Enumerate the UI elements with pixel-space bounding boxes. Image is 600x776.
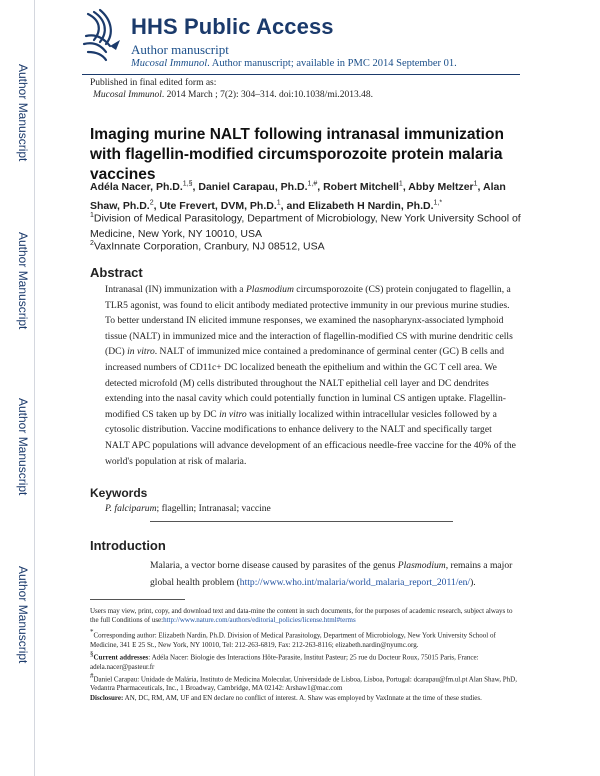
footnotes bbox=[90, 607, 520, 703]
license-link[interactable]: http://www.nature.com/authors/editorial_policies/license.html#terms bbox=[163, 616, 356, 625]
carapau-address-note: #Daniel Carapau: Unidade de Malária, Instituto de Medicina Molecular, Universidade de Lisboa, Lisboa, Portugal: dcarapau@fm.ul.pt Alan Shaw, PhD, Vedantra Pharmaceuticals, Inc., 1 Broadway, Cambridge, MA 02142: Arshaw1@mac.com bbox=[90, 671, 517, 693]
abstract-text: Intranasal (IN) immunization with a Plasmodium circumsporozoite (CS) protein conjugated to flagellin, a TLR5 agonist, was found to elicit antibody mediated protective immunity in our previous murine studies. To better understand IN elicited immune responses, we examined the nasopharynx-associated lymphoid tissue (NALT) in immunized mice and the interaction of flagellin-modified CS with murine dendritic cells (DC) in vitro. NALT of immunized mice contained a predominance of germinal center (GC) B cells and increased numbers of CD11c+ DC localized beneath the epithelium and within the GC T cell area. We detected microfold (M) cells distributed throughout the NALT epithelial cell layer and DC dendrites extending into the nasal cavity which could potentially function in luminal CS antigen uptake. Flagellin-modified CS taken up by DC in vitro was initially localized within intracellular vesicles followed by a cytosolic distribution. Vaccine modifications to enhance delivery to the NALT and specifically target NALT APC populations will advance development of an efficacious needle-free vaccine for the 40% of the world's population at risk of malaria. bbox=[105, 284, 516, 467]
hhs-eagle-logo-icon bbox=[80, 6, 124, 64]
author: Adéla Nacer, Ph.D.$^{1,\S}$, bbox=[90, 180, 199, 193]
affiliation-2: $^2$VaxInnate Corporation, Cranbury, NJ 08512, USA bbox=[90, 240, 325, 253]
journal-name: Mucosal Immunol bbox=[131, 58, 208, 69]
keywords-heading: Keywords bbox=[90, 486, 148, 500]
abstract-heading: Abstract bbox=[90, 265, 143, 280]
citation-journal: Mucosal Immunol bbox=[93, 90, 162, 100]
side-label-author-manuscript: Author Manuscript bbox=[16, 566, 30, 664]
hhs-title: HHS Public Access bbox=[131, 14, 334, 39]
citation-details: . 2014 March ; 7(2): 304–314. doi:10.1038/mi.2013.48. bbox=[161, 90, 373, 100]
pmc-availability-line bbox=[131, 58, 457, 69]
affiliation-1: $^1$Division of Medical Parasitology, Department of Microbiology, New York University School of Medicine, New York, NY 10010, USA bbox=[90, 212, 521, 240]
side-label-author-manuscript: Author Manuscript bbox=[16, 232, 30, 330]
keywords-divider bbox=[150, 521, 453, 522]
availability-text: . Author manuscript; available in PMC 2014 September 01. bbox=[207, 58, 457, 69]
published-line: Published in final edited form as: bbox=[90, 78, 217, 88]
introduction-heading: Introduction bbox=[90, 538, 166, 553]
side-label-author-manuscript: Author Manuscript bbox=[16, 398, 30, 496]
current-address-note: §Current addresses: Adéla Nacer: Biologie des Interactions Hôte-Parasite, Institut Pasteur; 25 rue du Docteur Roux, 75015 Paris, France: adela.nacer@pasteur.fr bbox=[90, 650, 479, 671]
article-title: Imaging murine NALT following intranasal immunization with flagellin-modified circumsporozoite protein malaria vaccines bbox=[90, 126, 504, 183]
author: Ute Frevert, DVM, Ph.D.$^1$, and bbox=[159, 199, 309, 212]
side-divider bbox=[34, 0, 35, 776]
reuse-notice: Users may view, print, copy, and download text and data-mine the content in such documents, for the purposes of academic research, subject always to the full Conditions of use:http://www.nature.com/authors/editorial_policies/license.html#terms bbox=[90, 607, 513, 625]
footnote-divider bbox=[90, 599, 185, 600]
introduction-text: Malaria, a vector borne disease caused by parasites of the genus Plasmodium, remains a major global health problem (http://www.who.int/malaria/world_malaria_report_2011/en/). bbox=[150, 560, 513, 588]
author: Elizabeth H Nardin, Ph.D.$^{1,*}$ bbox=[308, 199, 443, 212]
keywords-list: P. falciparum; flagellin; Intranasal; vaccine bbox=[105, 503, 271, 514]
side-label-author-manuscript: Author Manuscript bbox=[16, 64, 30, 162]
corresponding-author-note: *Corresponding author: Elizabeth Nardin, Ph.D. Division of Medical Parasitology, Department of Microbiology, New York University School of Medicine, 341 E 25 St., New York, NY 10010, Tel: 212-263-6819, Fax: 212-263-8116; elizabeth.nardin@nyumc.org. bbox=[90, 628, 496, 649]
header-divider bbox=[82, 74, 520, 75]
author: Alan Shaw, Ph.D.$^2$, bbox=[90, 180, 506, 212]
who-report-link[interactable]: http://www.who.int/malaria/world_malaria_report_2011/en/ bbox=[239, 577, 471, 588]
author: Daniel Carapau, Ph.D.$^{1,\#}$, bbox=[198, 180, 324, 193]
author-manuscript-label: Author manuscript bbox=[131, 42, 229, 57]
citation-line bbox=[93, 90, 373, 100]
author: Robert Mitchell$^1$, bbox=[323, 180, 409, 193]
disclosure-note: Disclosure: AN, DC, RM, AM, UF and EN declare no conflict of interest. A. Shaw was employed by VaxInnate at the time of these studies. bbox=[90, 693, 482, 702]
author: Abby Meltzer$^1$, bbox=[408, 180, 483, 193]
